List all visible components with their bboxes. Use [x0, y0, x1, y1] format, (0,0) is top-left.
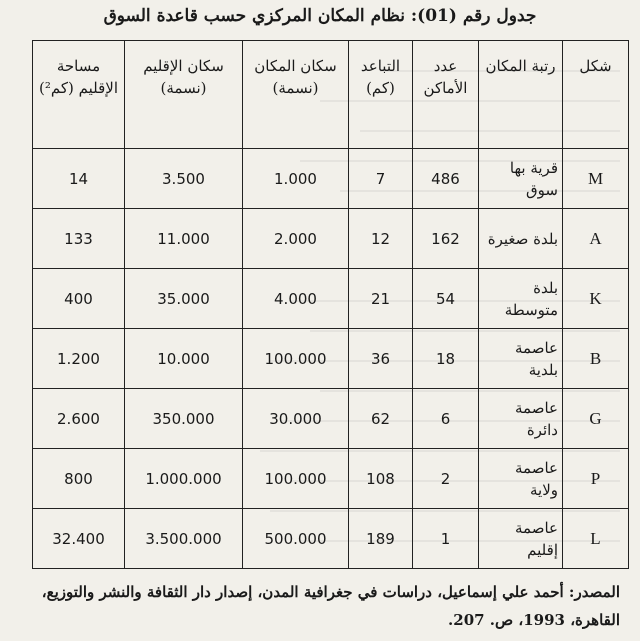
cell-rank: عاصمة دائرة	[479, 389, 563, 449]
cell-place-population: 100.000	[243, 449, 349, 509]
header-count: عدد الأماكن	[413, 41, 479, 149]
cell-shape: M	[563, 149, 629, 209]
cell-spacing: 7	[349, 149, 413, 209]
table-title: جدول رقم (01): نظام المكان المركزي حسب قاعدة السوق	[103, 6, 537, 26]
cell-region-population: 3.500	[125, 149, 243, 209]
cell-count: 2	[413, 449, 479, 509]
table-body	[33, 149, 629, 569]
cell-place-population: 500.000	[243, 509, 349, 569]
cell-region-area: 800	[33, 449, 125, 509]
table-row	[33, 149, 629, 209]
cell-shape: K	[563, 269, 629, 329]
source-citation: المصدر: أحمد علي إسماعيل، دراسات في جغرافية المدن، إصدار دار الثقافة والنشر والتوزيع، القاهرة، 1993، ص. 207.	[41, 583, 620, 629]
cell-shape: B	[563, 329, 629, 389]
table-row	[33, 509, 629, 569]
table-row	[33, 389, 629, 449]
header-row	[33, 41, 629, 149]
cell-region-population: 35.000	[125, 269, 243, 329]
cell-count: 1	[413, 509, 479, 569]
cell-count: 18	[413, 329, 479, 389]
header-region-area: مساحة الإقليم (كم²)	[33, 41, 125, 149]
cell-count: 54	[413, 269, 479, 329]
cell-region-population: 10.000	[125, 329, 243, 389]
cell-shape: P	[563, 449, 629, 509]
cell-spacing: 12	[349, 209, 413, 269]
header-spacing: التباعد (كم)	[349, 41, 413, 149]
cell-spacing: 21	[349, 269, 413, 329]
cell-shape: L	[563, 509, 629, 569]
header-rank: رتبة المكان	[479, 41, 563, 149]
table-row	[33, 329, 629, 389]
cell-rank: عاصمة إقليم	[479, 509, 563, 569]
cell-region-population: 11.000	[125, 209, 243, 269]
cell-region-area: 32.400	[33, 509, 125, 569]
cell-place-population: 100.000	[243, 329, 349, 389]
cell-region-area: 400	[33, 269, 125, 329]
cell-shape: G	[563, 389, 629, 449]
cell-count: 162	[413, 209, 479, 269]
cell-place-population: 30.000	[243, 389, 349, 449]
cell-spacing: 62	[349, 389, 413, 449]
cell-spacing: 189	[349, 509, 413, 569]
cell-region-population: 1.000.000	[125, 449, 243, 509]
cell-rank: عاصمة ولاية	[479, 449, 563, 509]
cell-place-population: 2.000	[243, 209, 349, 269]
cell-shape: A	[563, 209, 629, 269]
cell-place-population: 1.000	[243, 149, 349, 209]
table-row	[33, 269, 629, 329]
cell-rank: عاصمة بلدية	[479, 329, 563, 389]
cell-region-area: 14	[33, 149, 125, 209]
cell-spacing: 108	[349, 449, 413, 509]
cell-region-population: 350.000	[125, 389, 243, 449]
table-row	[33, 449, 629, 509]
cell-place-population: 4.000	[243, 269, 349, 329]
header-shape: شكل	[563, 41, 629, 149]
cell-rank: بلدة صغيرة	[479, 209, 563, 269]
header-place-population: سكان المكان (نسمة)	[243, 41, 349, 149]
cell-region-area: 133	[33, 209, 125, 269]
cell-rank: قرية بها سوق	[479, 149, 563, 209]
cell-region-area: 2.600	[33, 389, 125, 449]
cell-region-population: 3.500.000	[125, 509, 243, 569]
cell-count: 6	[413, 389, 479, 449]
cell-region-area: 1.200	[33, 329, 125, 389]
header-region-population: سكان الإقليم (نسمة)	[125, 41, 243, 149]
central-place-table	[32, 40, 629, 569]
cell-rank: بلدة متوسطة	[479, 269, 563, 329]
table-row	[33, 209, 629, 269]
cell-spacing: 36	[349, 329, 413, 389]
cell-count: 486	[413, 149, 479, 209]
